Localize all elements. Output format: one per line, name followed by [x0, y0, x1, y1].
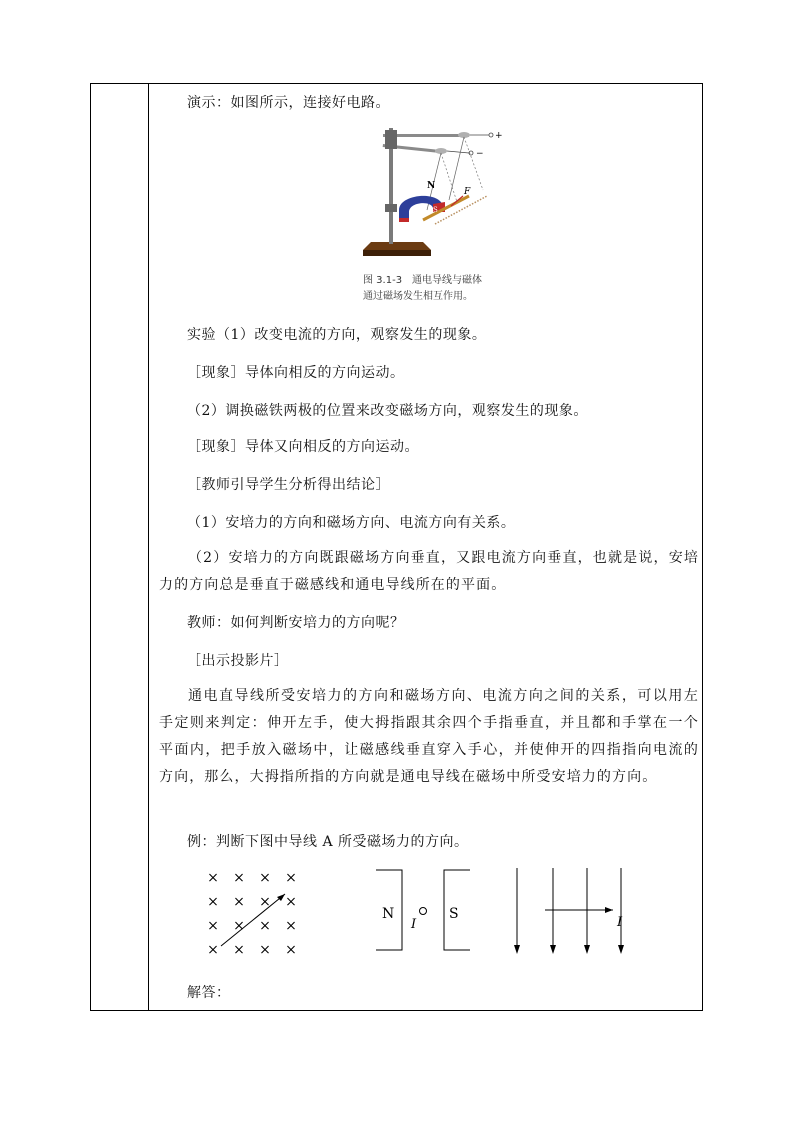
- field-arrow: [550, 945, 556, 954]
- cross-symbol: ×: [285, 942, 297, 958]
- north-pole-label: N: [427, 181, 436, 191]
- magnet-poles-diagram: [374, 866, 504, 956]
- figure-caption-line2: 通过磁场发生相互作用。: [363, 291, 473, 302]
- cross-symbol: ×: [207, 918, 219, 934]
- cross-symbol: ×: [233, 918, 245, 934]
- cross-symbol: ×: [233, 894, 245, 910]
- south-pole-letter: S: [449, 906, 459, 922]
- lesson-table: [90, 83, 703, 1011]
- field-into-page-diagram: [199, 866, 309, 956]
- field-arrow: [618, 945, 624, 954]
- cross-symbol: ×: [285, 918, 297, 934]
- teacher-guide-text: ［教师引导学生分析得出结论］: [187, 477, 390, 493]
- cross-symbol: ×: [207, 894, 219, 910]
- field-arrow: [514, 945, 520, 954]
- cross-symbol: ×: [259, 894, 271, 910]
- cross-symbol: ×: [285, 894, 297, 910]
- south-pole-label: S: [433, 206, 438, 214]
- cross-symbol: ×: [259, 918, 271, 934]
- apparatus-figure: [361, 124, 501, 268]
- phenomenon-2-text: ［现象］导体又向相反的方向运动。: [187, 439, 419, 455]
- table-left-column: [91, 84, 149, 1010]
- north-pole-letter: N: [382, 906, 395, 922]
- force-label: F: [464, 187, 471, 197]
- current-arrow: [605, 907, 613, 913]
- example-text: 例：判断下图中导线 A 所受磁场力的方向。: [187, 834, 469, 850]
- current-label-2: I: [411, 917, 417, 932]
- experiment-1-text: 实验（1）改变电流的方向，观察发生的现象。: [187, 327, 487, 343]
- teacher-question-text: 教师：如何判断安培力的方向呢？: [187, 615, 405, 631]
- conclusion-2-paragraph: （2）安培力的方向既跟磁场方向垂直，又跟电流方向垂直，也就是说，安培力的方向总是垂直于磁感线和通电导线所在的平面。: [159, 550, 699, 593]
- cross-symbol: ×: [259, 942, 271, 958]
- current-label-3: I: [617, 915, 623, 930]
- wire-a: [221, 894, 285, 946]
- show-slide-text: ［出示投影片］: [187, 653, 289, 669]
- plus-terminal-label: +: [495, 131, 503, 141]
- wire-out-of-page: [420, 908, 427, 915]
- stand-base: [363, 242, 431, 250]
- vertical-field-diagram: [509, 866, 639, 956]
- experiment-2-text: （2）调换磁铁两极的位置来改变磁场方向，观察发生的现象。: [187, 403, 588, 419]
- figure-caption-line1: 图 3.1-3 通电导线与磁体: [363, 275, 483, 286]
- phenomenon-1-text: ［现象］导体向相反的方向运动。: [187, 365, 405, 381]
- cross-symbol: ×: [233, 870, 245, 886]
- cross-symbol: ×: [259, 870, 271, 886]
- table-content-cell: [149, 84, 703, 1010]
- cross-symbol: ×: [207, 942, 219, 958]
- cross-grid: [207, 870, 297, 958]
- field-arrow: [584, 945, 590, 954]
- left-hand-rule-paragraph: 通电直导线所受安培力的方向和磁场方向、电流方向之间的关系，可以用左手定则来判定：伸开左手，使大拇指跟其余四个手指垂直，并且都和手掌在一个平面内，把手放入磁场中，让磁感线垂直穿入手心，并使伸开的四指指向电流的方向，那么，大拇指所指的方向就是通电导线在磁场中所受安培力的方向。: [159, 688, 699, 785]
- cross-symbol: ×: [233, 942, 245, 958]
- minus-terminal-label: −: [476, 149, 484, 159]
- cross-symbol: ×: [207, 870, 219, 886]
- answer-label: 解答：: [187, 985, 231, 1001]
- apparatus-illustration: [361, 124, 501, 264]
- cross-symbol: ×: [285, 870, 297, 886]
- conclusion-1-text: （1）安培力的方向和磁场方向、电流方向有关系。: [187, 515, 516, 531]
- demo-intro-text: 演示：如图所示，连接好电路。: [187, 95, 390, 111]
